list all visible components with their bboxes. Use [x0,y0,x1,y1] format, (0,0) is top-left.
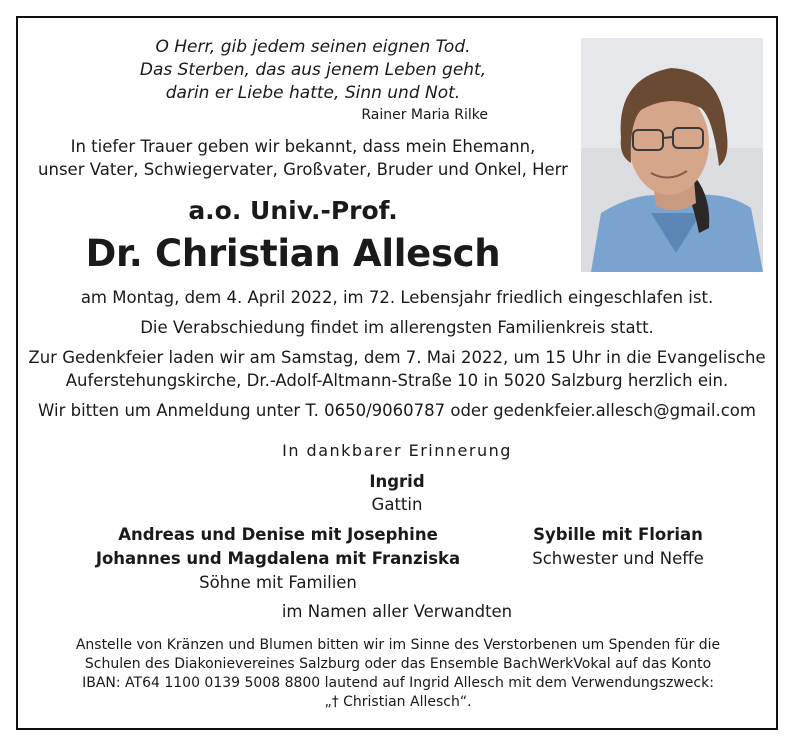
poem-line: darin er Liebe hatte, Sinn und Not. [165,83,461,103]
mourner-line: Johannes und Magdalena mit Franziska [95,549,461,568]
academic-title: a.o. Univ.-Prof. [188,196,398,225]
portrait-photo [581,38,763,272]
donation-note [48,636,748,712]
relatives-note: im Namen aller Verwandten [281,602,513,621]
announcement-body [18,286,776,429]
poem-author: Rainer Maria Rilke [361,107,488,123]
death-notice: am Montag, dem 4. April 2022, im 72. Lebensjahr friedlich eingeschlafen ist. [80,288,714,307]
mourner-line: Andreas und Denise mit Josephine [118,525,438,544]
registration-notice: Wir bitten um Anmeldung unter T. 0650/9060787 oder gedenkfeier.allesch@gmail.com [38,401,756,420]
mourners-heading: In dankbarer Erinnerung [282,441,512,460]
mourner-role: Schwester und Neffe [532,549,704,568]
intro-line: unser Vater, Schwiegervater, Großvater, Bruder und Onkel, Herr [38,160,568,179]
mourners-sister [508,523,728,571]
memorial-line: Zur Gedenkfeier laden wir am Samstag, dem 7. Mai 2022, um 15 Uhr in die Evangelische [28,348,766,367]
portrait-image [581,38,763,272]
poem-line: Das Sterben, das aus jenem Leben geht, [139,60,487,80]
obituary-frame [16,16,778,730]
deceased-name: Dr. Christian Allesch [85,232,501,275]
mourner-line: Sybille mit Florian [533,525,703,544]
poem [78,36,548,125]
farewell-notice: Die Verabschiedung findet im allerengsten Familienkreis statt. [140,318,654,337]
donation-line: Anstelle von Kränzen und Blumen bitten wir im Sinne des Verstorbenen um Spenden für die [75,637,721,653]
intro-text [38,135,568,181]
donation-line: Schulen des Diakonievereines Salzburg oder das Ensemble BachWerkVokal auf das Konto [84,656,712,672]
spouse-name: Ingrid [369,472,425,491]
spouse-role: Gattin [371,495,423,514]
poem-line: O Herr, gib jedem seinen eignen Tod. [155,37,471,57]
donation-line: „† Christian Allesch“. [324,694,472,710]
spouse [18,470,776,516]
memorial-line: Auferstehungskirche, Dr.-Adolf-Altmann-Straße 10 in 5020 Salzburg herzlich ein. [65,371,729,390]
memorial-notice [18,346,776,392]
mourner-role: Söhne mit Familien [199,573,357,592]
mourners-sons [88,523,468,595]
intro-line: In tiefer Trauer geben wir bekannt, dass mein Ehemann, [70,137,536,156]
donation-line: IBAN: AT64 1100 0139 5008 8800 lautend auf Ingrid Allesch mit dem Verwendungszweck: [82,675,714,691]
